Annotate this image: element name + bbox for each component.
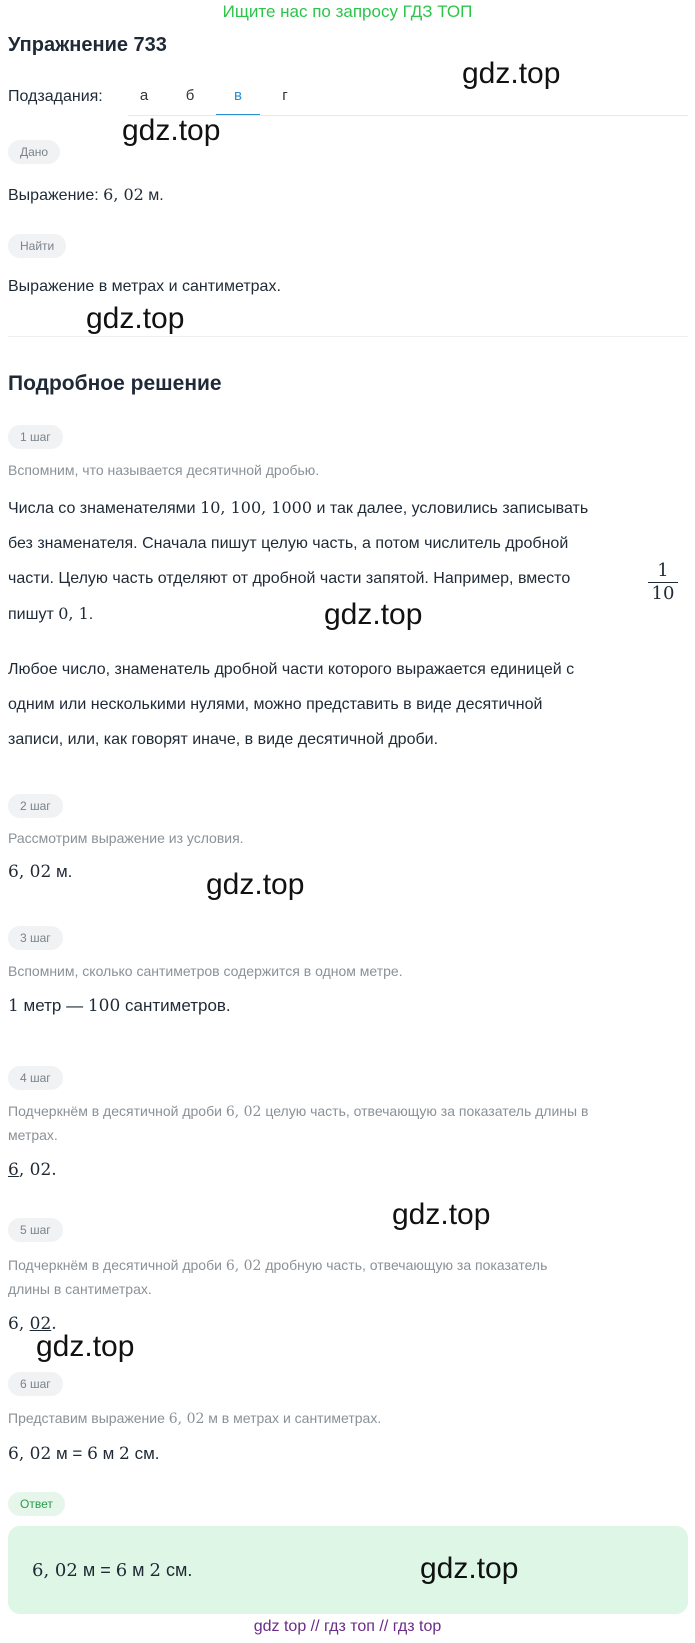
watermark: gdz.top [324, 598, 423, 631]
math-span: 1 [8, 996, 19, 1016]
given-chip: Дано [8, 140, 60, 164]
page-title: Упражнение 733 [8, 34, 167, 56]
text-line: Любое число, знаменатель дробной части которого выражается единицей с [8, 661, 575, 678]
text-span: м = [77, 1560, 116, 1580]
text-line: части. Целую часть отделяют от дробной части запятой. Например, вместо [8, 570, 571, 587]
tab-b[interactable]: б [185, 87, 195, 104]
step-1-hint: Вспомним, что называется десятичной дробью. [8, 462, 320, 478]
footer-separator: // [379, 1618, 389, 1635]
text-span: сантиметров. [120, 996, 231, 1015]
fraction-numerator: 1 [648, 560, 678, 583]
given-value: 6, 02 [103, 185, 144, 204]
math-span: 6, 02 [8, 1444, 52, 1464]
tab-g[interactable]: г [282, 87, 288, 104]
underlined-part: 02 [29, 1314, 52, 1334]
math-span: 6, [8, 1314, 30, 1334]
math-span: 6, 02 [168, 1411, 205, 1427]
text-span: . [51, 1160, 57, 1180]
text-span: метр — [18, 996, 88, 1015]
text-span: м в метрах и сантиметрах. [204, 1410, 382, 1426]
subtasks-label: Подзадания: [8, 88, 103, 105]
text-span: Числа со знаменателями [8, 500, 201, 517]
text-span: . [88, 606, 94, 623]
math-span: 6, 02 [225, 1258, 262, 1274]
step-6-chip: 6 шаг [8, 1372, 63, 1396]
watermark: gdz.top [122, 114, 221, 147]
given-text [8, 185, 164, 205]
step-6-hint [8, 1410, 381, 1427]
text-line: записи, или, как говорят иначе, в виде десятичной дроби. [8, 731, 439, 748]
answer-text [32, 1560, 192, 1581]
text-span: см. [129, 1444, 160, 1463]
find-chip: Найти [8, 234, 66, 258]
watermark: gdz.top [462, 57, 561, 90]
promo-banner[interactable]: Ищите нас по запросу ГДЗ ТОП [222, 2, 473, 21]
text-line: метрах. [8, 1127, 58, 1143]
fraction-one-tenth [648, 560, 678, 605]
math-span: 10, 100, 1000 [200, 498, 313, 517]
footer-link-gdz-top-ru[interactable]: гдз топ [324, 1618, 375, 1635]
footer-link-gdz-top-mixed[interactable]: гдз top [392, 1618, 442, 1635]
step-4-expression [8, 1160, 57, 1180]
text-line: длины в сантиметрах. [8, 1281, 152, 1297]
math-span: 6, 02 [225, 1104, 262, 1120]
text-line: одним или несколькими нулями, можно представить в виде десятичной [8, 696, 543, 713]
fraction-denominator: 10 [651, 583, 675, 604]
math-span: 100 [87, 996, 121, 1016]
step-6-result [8, 1444, 160, 1464]
text-span: Подчеркнём в десятичной дроби [8, 1257, 226, 1273]
math-span: 6, 02 [32, 1560, 78, 1581]
step-2-chip: 2 шаг [8, 794, 63, 818]
math-span: 6, 02 [8, 862, 52, 882]
math-span: 0, 1 [58, 604, 89, 623]
math-span: 6 [87, 1444, 98, 1464]
step-5-chip: 5 шаг [8, 1218, 63, 1242]
answer-chip: Ответ [8, 1492, 65, 1516]
given-suffix: м. [143, 187, 164, 204]
step-3-chip: 3 шаг [8, 926, 63, 950]
math-span: 6 [115, 1560, 128, 1581]
math-span: 2 [119, 1444, 130, 1464]
watermark: gdz.top [420, 1552, 519, 1585]
watermark: gdz.top [206, 868, 305, 901]
step-3-hint: Вспомним, сколько сантиметров содержится в одном метре. [8, 963, 403, 979]
text-line: без знаменателя. Сначала пишут целую часть, а потом числитель дробной [8, 535, 569, 552]
tab-a[interactable]: а [139, 87, 149, 104]
text-span: Представим выражение [8, 1410, 169, 1426]
step-2-expression [8, 862, 72, 882]
text-span: м [97, 1444, 120, 1463]
text-span: м = [51, 1444, 88, 1463]
watermark: gdz.top [392, 1198, 491, 1231]
step-4-hint [8, 1100, 588, 1147]
text-span: целую часть, отвечающую за показатель длины в [261, 1103, 589, 1119]
section-divider [8, 336, 688, 337]
step-1-chip: 1 шаг [8, 425, 63, 449]
footer-links [0, 1618, 695, 1636]
subtask-tabs [8, 76, 688, 116]
math-span: , 02 [18, 1160, 52, 1180]
watermark: gdz.top [86, 302, 185, 335]
math-span: 2 [149, 1560, 161, 1581]
text-span: м [127, 1560, 150, 1580]
watermark: gdz.top [36, 1330, 135, 1363]
given-prefix: Выражение: [8, 187, 104, 204]
text-span: см. [161, 1560, 193, 1580]
underlined-part: 6 [8, 1160, 19, 1180]
answer-box [8, 1526, 688, 1614]
step-2-hint: Рассмотрим выражение из условия. [8, 830, 244, 846]
footer-link-gdz-top[interactable]: gdz top [253, 1618, 307, 1635]
text-span: м. [51, 862, 73, 881]
text-span: Подчеркнём в десятичной дроби [8, 1103, 226, 1119]
find-text: Выражение в метрах и сантиметрах. [8, 278, 281, 295]
step-5-hint [8, 1254, 547, 1301]
text-span: пишут [8, 606, 59, 623]
text-span: и так далее, условились записывать [312, 500, 589, 517]
text-span: дробную часть, отвечающую за показатель [261, 1257, 548, 1273]
solution-title: Подробное решение [8, 372, 222, 395]
step-4-chip: 4 шаг [8, 1066, 63, 1090]
tab-v[interactable]: в [216, 80, 260, 116]
step-3-fact [8, 996, 231, 1016]
footer-separator: // [310, 1618, 320, 1635]
text-span: . [51, 1314, 57, 1334]
step-1-paragraph-2 [8, 652, 688, 757]
